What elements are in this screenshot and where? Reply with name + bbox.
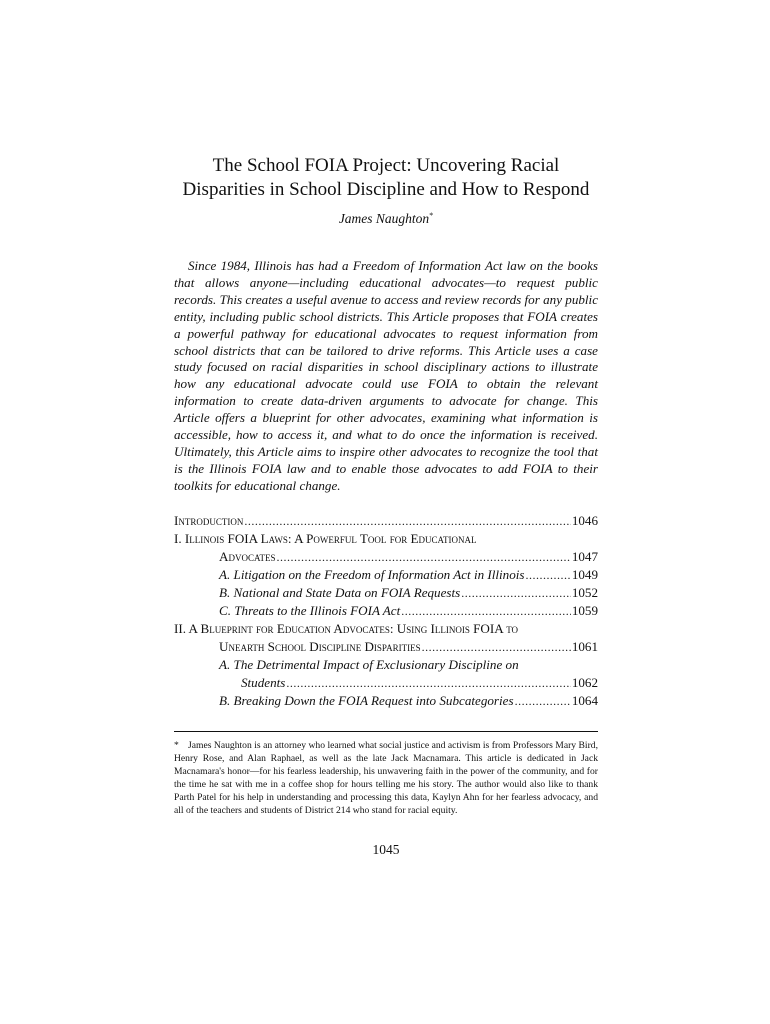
article-title [174,154,598,202]
toc-page-number: 1061 [571,639,598,654]
toc-label: I. Illinois FOIA Laws: A Powerful Tool for Educational [174,531,477,546]
article-first-page [174,0,598,1024]
toc-label: Students [241,675,286,690]
toc-leader-dots [515,692,571,710]
toc-label: A. The Detrimental Impact of Exclusionary Discipline on [219,657,519,672]
table-of-contents [174,512,598,710]
page-number: 1045 [372,842,400,857]
abstract: Since 1984, Illinois has had a Freedom of Information Act law on the books that allows anyone—including educational advocates—to request public records. This creates a useful avenue to access and review records for any public entity, including public school districts. This Article proposes that FOIA creates a powerful pathway for educational advocates to request information from school districts that can be tailored to drive reforms. This Article uses a case study focused on racial disparities in school disciplinary actions to illustrate how any educational advocate could use FOIA to obtain the relevant information to create data-driven arguments to advocate for change. This Article offers a blueprint for other advocates, examining what information is accessible, how to access it, and what to do once the information is received. Ultimately, this Article aims to inspire other advocates to recognize the tool that is the Illinois FOIA law and to enable those advocates to add FOIA to their toolkits for educational change. [174,258,599,493]
toc-entry-part-1-c[interactable] [174,602,598,620]
toc-entry-introduction[interactable] [174,512,598,530]
toc-page-number: 1052 [571,585,598,600]
toc-entry-part-2-b[interactable] [174,692,598,710]
toc-leader-dots [461,584,571,602]
footnote [174,739,598,818]
toc-label: Advocates [219,549,276,564]
toc-entry-part-2-a-cont[interactable] [174,674,598,692]
toc-entry-part-1-b[interactable] [174,584,598,602]
toc-leader-dots [422,638,571,656]
toc-label: A. Litigation on the Freedom of Information Act in Illinois [219,567,525,582]
author-footnote-mark[interactable]: * [429,211,434,220]
toc-entry-part-2[interactable] [174,620,598,638]
toc-leader-dots [526,566,571,584]
toc-label: II. A Blueprint for Education Advocates: Using Illinois FOIA to [174,621,519,636]
article-title-line-1: The School FOIA Project: Uncovering Racial [212,155,560,176]
footnote-mark: * [174,740,179,751]
author-byline [174,211,598,227]
toc-leader-dots [286,674,570,692]
toc-leader-dots [401,602,571,620]
author-name: James Naughton [338,211,430,226]
toc-entry-part-2-cont[interactable] [174,638,598,656]
toc-page-number: 1047 [571,549,598,564]
footnote-text: James Naughton is an attorney who learned what social justice and activism is from Professors Mary Bird, Henry Rose, and Alan Raphael, as well as the late Jack Macnamara. This article is dedicated in Jack Macnamara's honor—for his fearless leadership, his unwavering faith in the power of the community, and for the time he sat with me in a coffee shop for hours telling me his story. The author would also like to thank Parth Patel for his help in understanding and processing this data, Kaylyn Ahn for her fearless advocacy, and all of the teachers and students of District 214 who stand for racial equity. [174,740,598,817]
toc-label: B. National and State Data on FOIA Requests [219,585,461,600]
toc-entry-part-1-cont[interactable] [174,548,598,566]
toc-entry-part-2-a[interactable] [174,656,598,674]
toc-page-number: 1064 [571,693,598,708]
toc-page-number: 1059 [571,603,598,618]
toc-page-number: 1049 [571,567,598,582]
toc-label: C. Threats to the Illinois FOIA Act [219,603,401,618]
article-title-line-2: Disparities in School Discipline and How to Respond [182,179,590,200]
toc-page-number: 1062 [571,675,598,690]
toc-entry-part-1-a[interactable] [174,566,598,584]
toc-label: B. Breaking Down the FOIA Request into Subcategories [219,693,514,708]
footnote-divider [174,731,598,732]
toc-label: Introduction [174,513,244,528]
toc-label: Unearth School Discipline Disparities [219,639,421,654]
toc-page-number: 1046 [571,513,598,528]
toc-entry-part-1[interactable] [174,530,598,548]
toc-leader-dots [276,548,570,566]
toc-leader-dots [244,512,570,530]
